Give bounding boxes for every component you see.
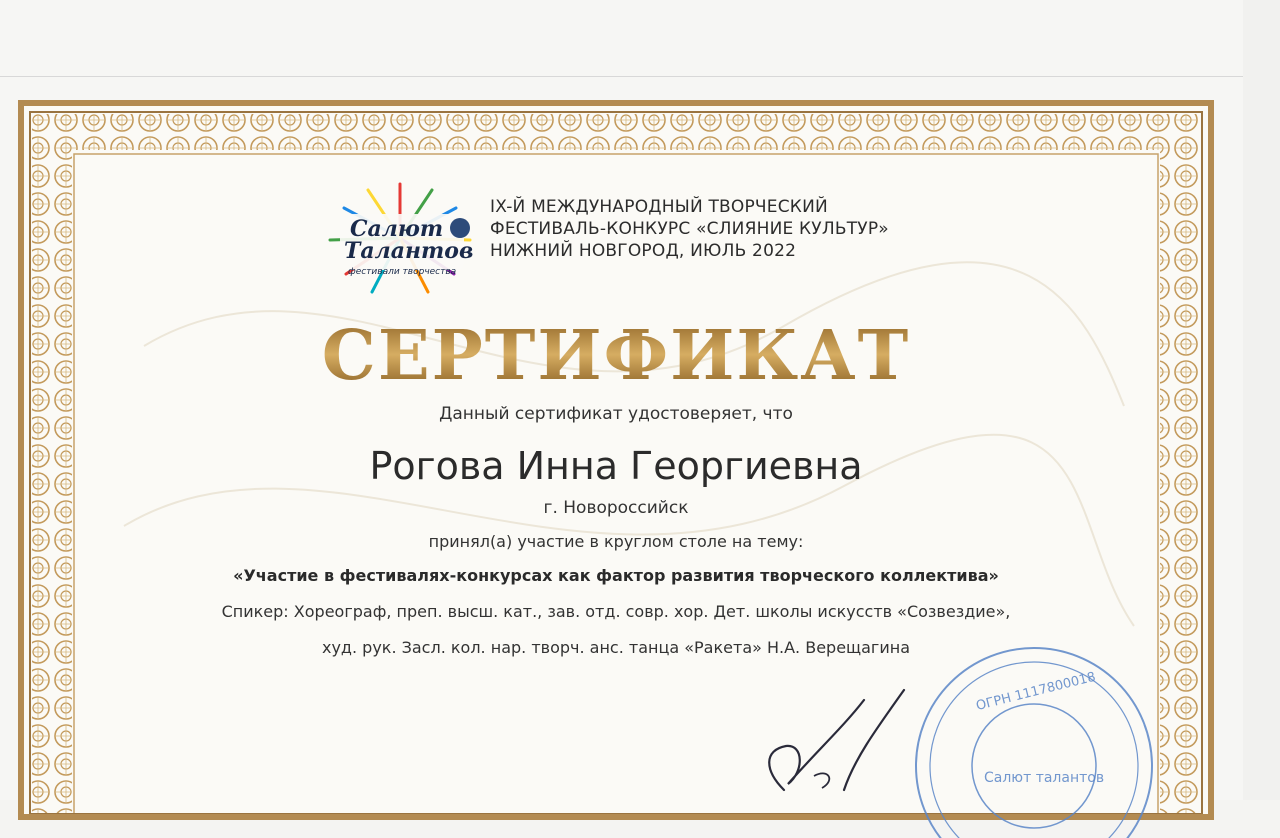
logo-word-salut: Салют	[350, 216, 444, 242]
certificate-intro: Данный сертификат удостоверяет, что	[439, 404, 793, 424]
seal-ogrn: ОГРН 1117800018	[974, 669, 1098, 714]
speaker-line-1: Спикер: Хореограф, преп. высш. кат., зав. отд. совр. хор. Дет. школы искусств «Созвездие»,	[221, 602, 1011, 621]
festival-line-2: ФЕСТИВАЛЬ-КОНКУРС «СЛИЯНИЕ КУЛЬТУР»	[490, 219, 889, 239]
recipient-name: Рогова Инна Георгиевна	[369, 444, 863, 488]
festival-line-3: НИЖНИЙ НОВГОРОД, ИЮЛЬ 2022	[490, 241, 797, 261]
certificate-title: СЕРТИФИКАТ	[24, 316, 1208, 396]
seal-center-text: Салют талантов	[984, 770, 1105, 786]
round-seal-icon	[904, 638, 1164, 838]
round-table-topic: «Участие в фестивалях-конкурсах как фактор развития творческого коллектива»	[233, 566, 999, 585]
speaker-line-2: худ. рук. Засл. кол. нар. творч. анс. танца «Ракета» Н.А. Верещагина	[321, 638, 910, 657]
certificate	[18, 100, 1214, 820]
festival-line-1: IX-Й МЕЖДУНАРОДНЫЙ ТВОРЧЕСКИЙ	[490, 197, 828, 217]
scan-margin	[1243, 0, 1280, 800]
fireworks-logo-icon	[320, 178, 480, 298]
logo-word-talantov: Талантов	[344, 238, 474, 264]
logo-tagline: фестивали творчества	[348, 267, 457, 277]
signature-icon	[724, 680, 924, 800]
scan-paper-edge	[0, 76, 1280, 77]
festival-heading	[490, 196, 889, 262]
participation-text: принял(а) участие в круглом столе на тему:	[428, 532, 804, 551]
recipient-city: г. Новороссийск	[543, 498, 689, 518]
